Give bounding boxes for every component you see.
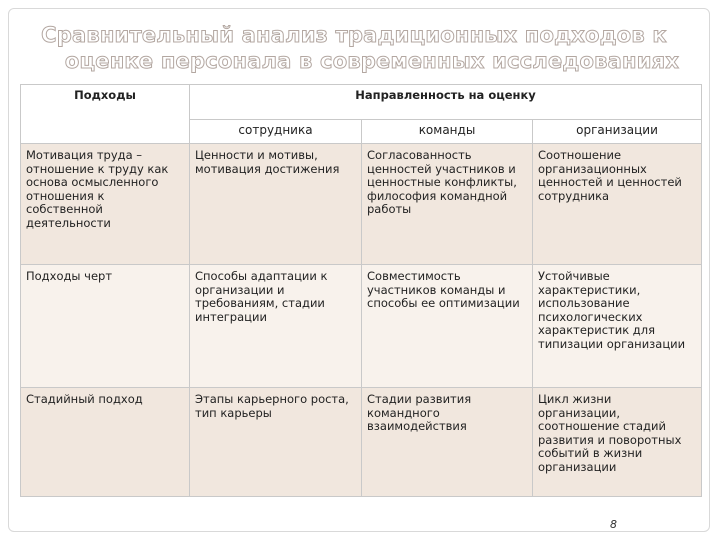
cell-employee: Способы адаптации к организации и требованиям, стадии интеграции	[190, 265, 362, 388]
title-line-2: оценке персонала в современных исследованиях	[64, 49, 680, 73]
title-line-1: Сравнительный анализ традиционных подходов к	[41, 23, 667, 47]
comparison-table	[20, 84, 702, 497]
cell-approach: Мотивация труда – отношение к труду как основа осмысленного отношения к собственной деятельности	[21, 144, 190, 265]
header-approaches: Подходы	[21, 85, 190, 144]
cell-team: Совместимость участников команды и способы ее оптимизации	[362, 265, 533, 388]
cell-organization: Устойчивые характеристики, использование психологических характеристик для типизации организации	[533, 265, 702, 388]
cell-team: Согласованность ценностей участников и ценностные конфликты, философия командной работы	[362, 144, 533, 265]
cell-employee: Ценности и мотивы, мотивация достижения	[190, 144, 362, 265]
table-header-row	[21, 85, 702, 120]
cell-approach: Стадийный подход	[21, 388, 190, 497]
table-row	[21, 144, 702, 265]
cell-organization: Соотношение организационных ценностей и ценностей сотрудника	[533, 144, 702, 265]
cell-organization: Цикл жизни организации, соотношение стадий развития и поворотных событий в жизни организации	[533, 388, 702, 497]
subheader-employee: сотрудника	[190, 120, 362, 144]
page-number: 8	[610, 518, 617, 531]
cell-team: Стадии развития командного взаимодействия	[362, 388, 533, 497]
slide-title	[0, 22, 720, 74]
table-row	[21, 265, 702, 388]
subheader-team: команды	[362, 120, 533, 144]
subheader-organization: организации	[533, 120, 702, 144]
table-row	[21, 388, 702, 497]
cell-approach: Подходы черт	[21, 265, 190, 388]
header-assessment-focus: Направленность на оценку	[190, 85, 702, 120]
cell-employee: Этапы карьерного роста, тип карьеры	[190, 388, 362, 497]
